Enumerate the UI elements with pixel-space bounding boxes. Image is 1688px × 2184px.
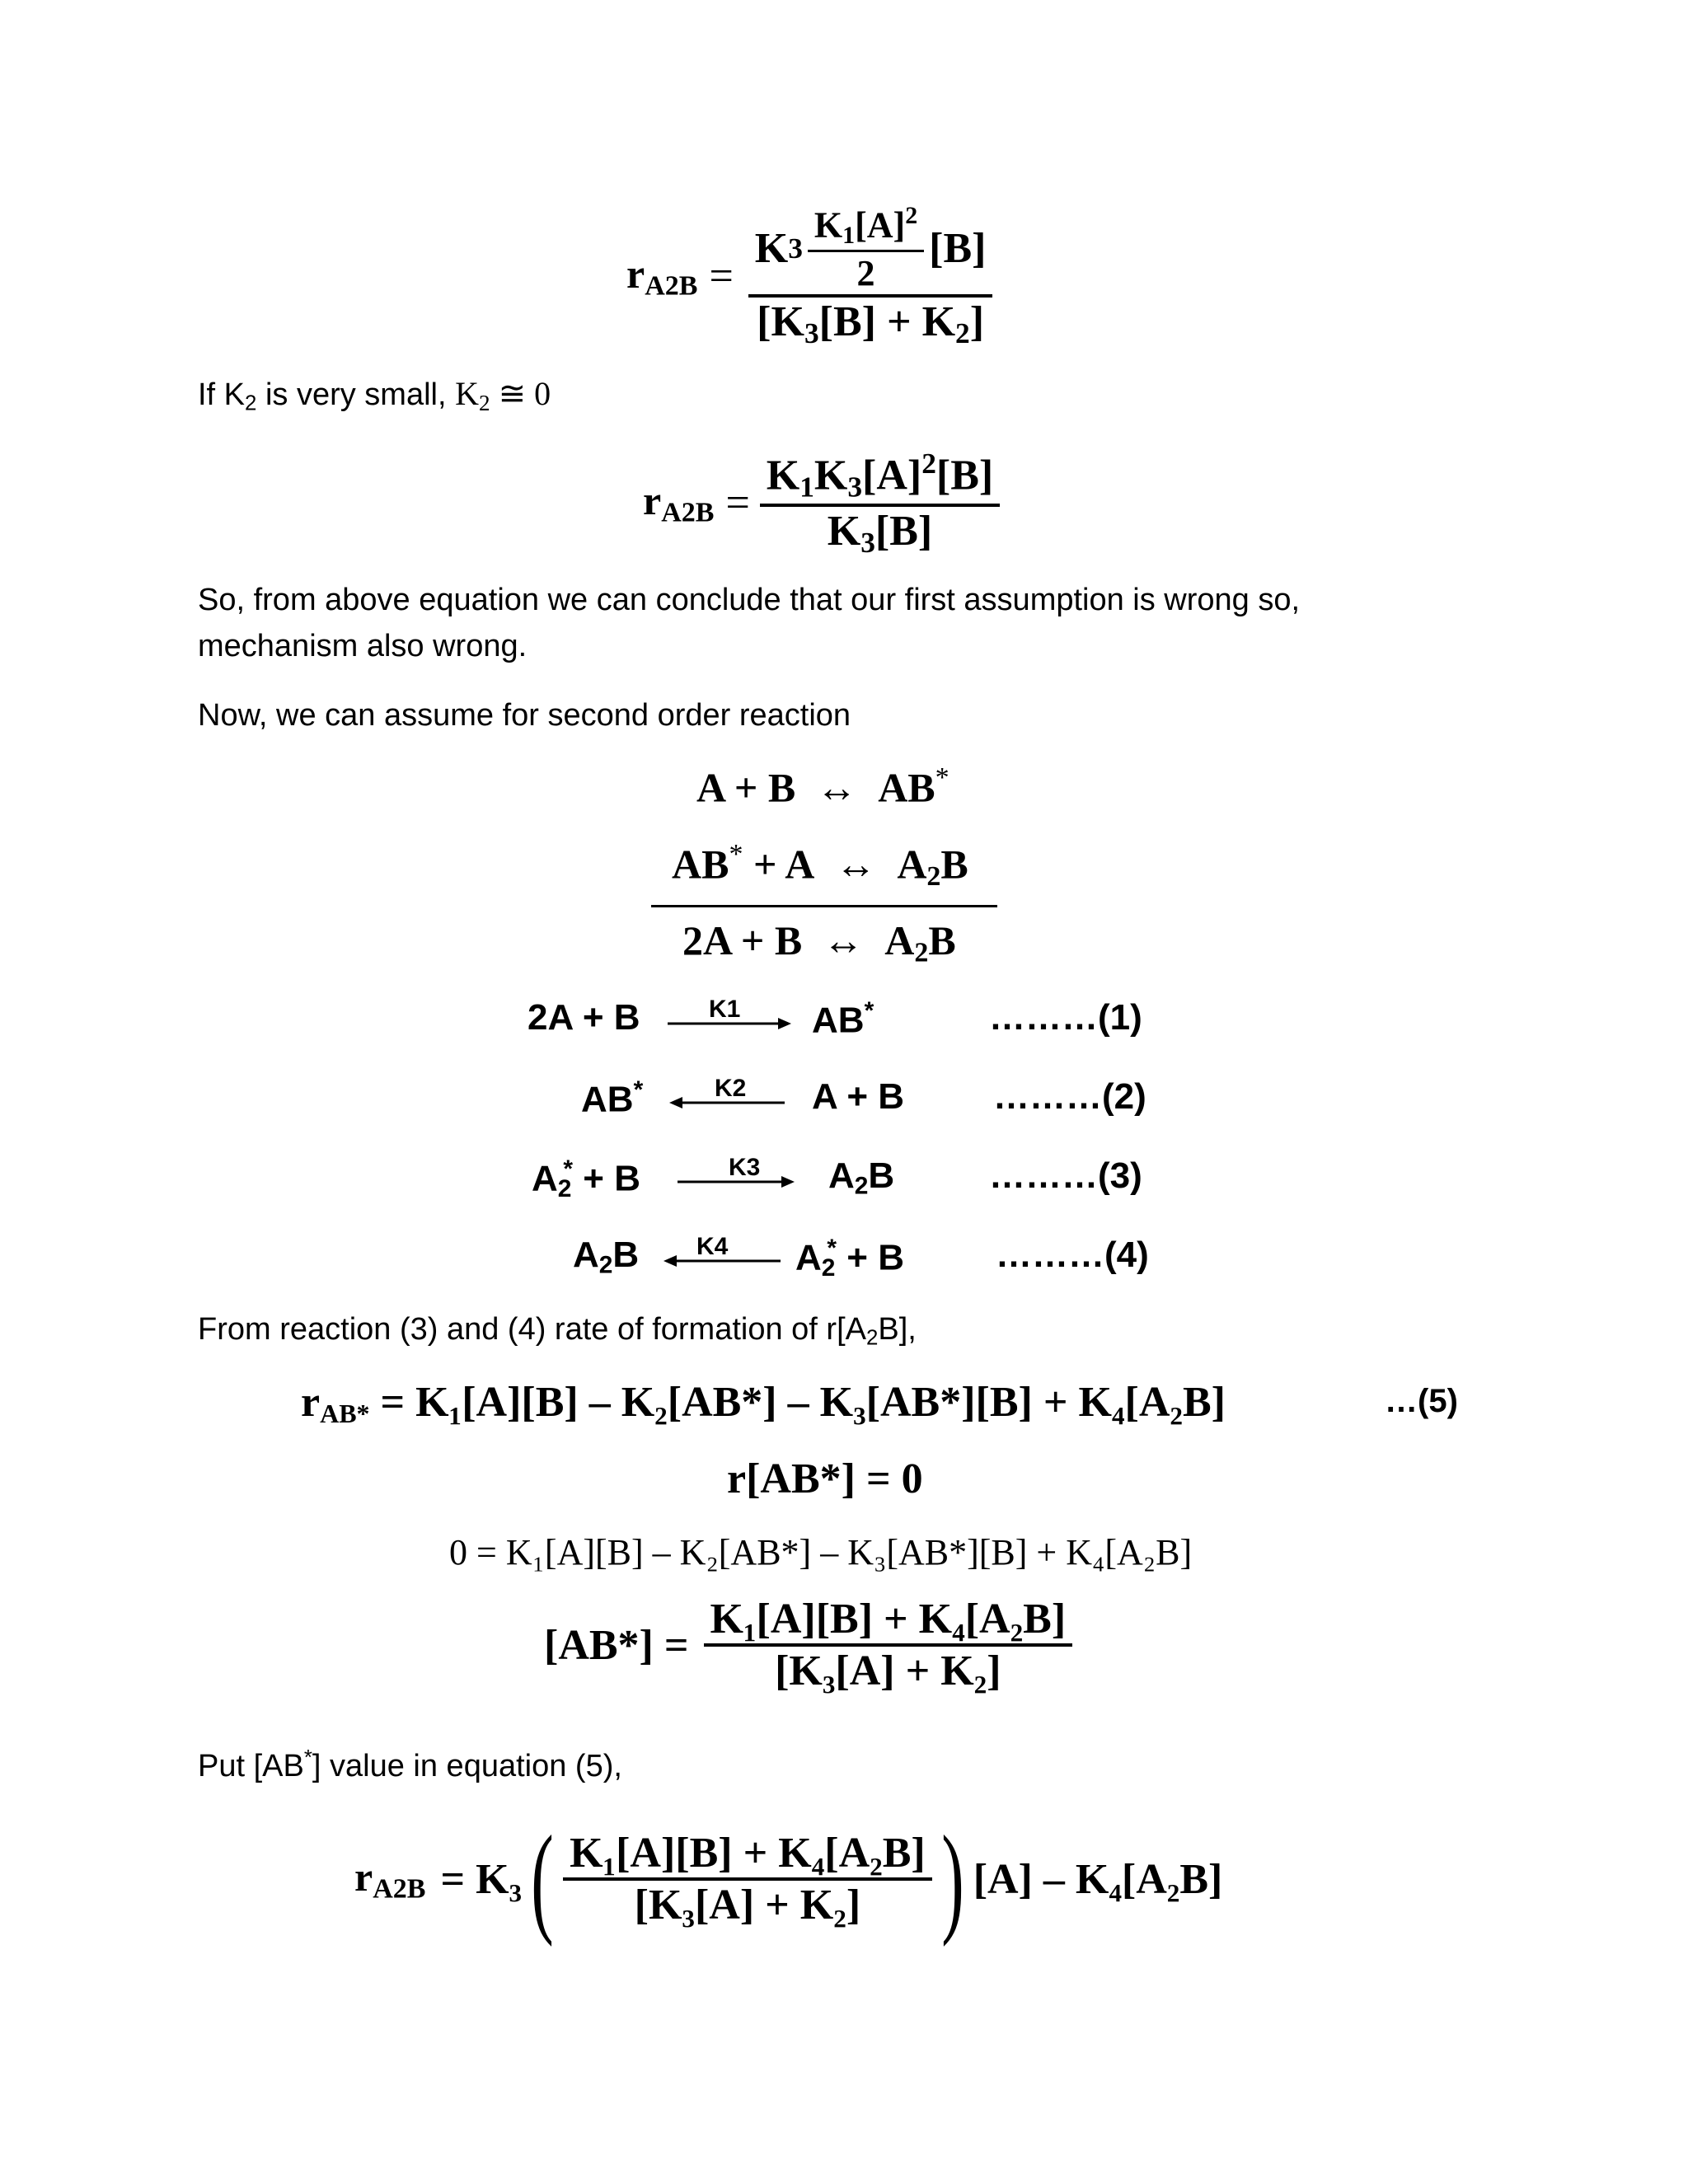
reaction-2-arrow: K2 (669, 1075, 785, 1116)
text-k2-small: If $K_2$ is very small, $K_2$ ≅ 0 (198, 375, 551, 415)
step-2: AB* + A ↔ $A_2B$ (672, 839, 968, 893)
eq9-left-paren: ( (531, 1811, 554, 1947)
text-put-value: Put [AB*] value in equation (5), (198, 1746, 622, 1784)
reaction-2-right: A + B (812, 1076, 905, 1117)
reaction-3-arrow: K3 (678, 1154, 795, 1195)
step-1: A + B ↔ AB* (696, 762, 950, 811)
sum-divider (651, 905, 997, 907)
reaction-3-left: $A_2^* + B$ (532, 1155, 640, 1202)
reaction-1-left: 2A + B (528, 997, 640, 1038)
equation-9: $r_{A2B}$ = K₃ ( $\frac{\text{K₁[A][B] + K₄[A₂B]}}{\text{[K₃[A] + K₂]}}$ ) [A] – K₄[A₂B] (354, 1811, 1223, 1947)
equation-5-number: …(5) (1385, 1383, 1458, 1419)
equation-6: r[AB*] = 0 (727, 1455, 923, 1502)
reaction-1-right: AB* (812, 997, 874, 1041)
equation-8: [AB*] = $\frac{\text{K₁[A][B] + K₄[A₂B]}}{\text{[K₃[A] + K₂]}}$ (544, 1595, 1072, 1695)
reaction-3-number: ………(3) (989, 1155, 1142, 1196)
text-from-reaction: From reaction (3) and (4) rate of formation of $r[A_2B]$, (198, 1312, 917, 1350)
reaction-2-number: ………(2) (993, 1076, 1146, 1117)
reaction-4-left: $A_2B$ (573, 1235, 640, 1279)
eq2-fraction: $\frac{K_1K_3[A]^2[B]}{K_3[B]}$ (760, 446, 1000, 560)
equation-5: $r_{AB*} = K_1[A][B] - K_2[AB*] - K_3[AB*][B] + K_4[A_2B]$ (301, 1379, 1226, 1428)
equation-rate-a2b-2: $r_{A2B}$ = $\frac{K_1K_3[A]^2[B]}{K_3[B]}$ (643, 441, 1000, 565)
equation-7: 0 = K₁[A][B] – K₂[AB*] – K₃[AB*][B] + K₄[A₂B] (449, 1532, 1193, 1572)
text-conclusion: So, from above equation we can conclude that our first assumption is wrong so, mechanism also wrong. (198, 583, 1301, 663)
step-3: 2A + B ↔ $A_2B$ (682, 917, 956, 968)
reaction-1-number: ………(1) (989, 997, 1142, 1038)
reaction-4-right: $A_2^* + B$ (795, 1235, 904, 1282)
eq1-fraction: K 3 $\frac{K_1[A]^2}{2}$ [B] $[K_3[B] + K_2]$ (748, 202, 993, 350)
eq9-right-paren: ) (940, 1811, 964, 1947)
eq1-equals: = (709, 252, 734, 300)
reaction-4-arrow: K4 (663, 1233, 781, 1274)
reaction-3-right: $A_2B$ (828, 1155, 895, 1200)
equation-rate-a2b-1 (626, 198, 992, 354)
reaction-2-left: AB* (581, 1076, 644, 1120)
eq1-lhs: $r_{A2B}$ (626, 251, 698, 302)
reaction-1-arrow: K1 (668, 996, 791, 1037)
reaction-4-number: ………(4) (996, 1235, 1149, 1275)
text-second-order: Now, we can assume for second order reaction (198, 698, 851, 733)
